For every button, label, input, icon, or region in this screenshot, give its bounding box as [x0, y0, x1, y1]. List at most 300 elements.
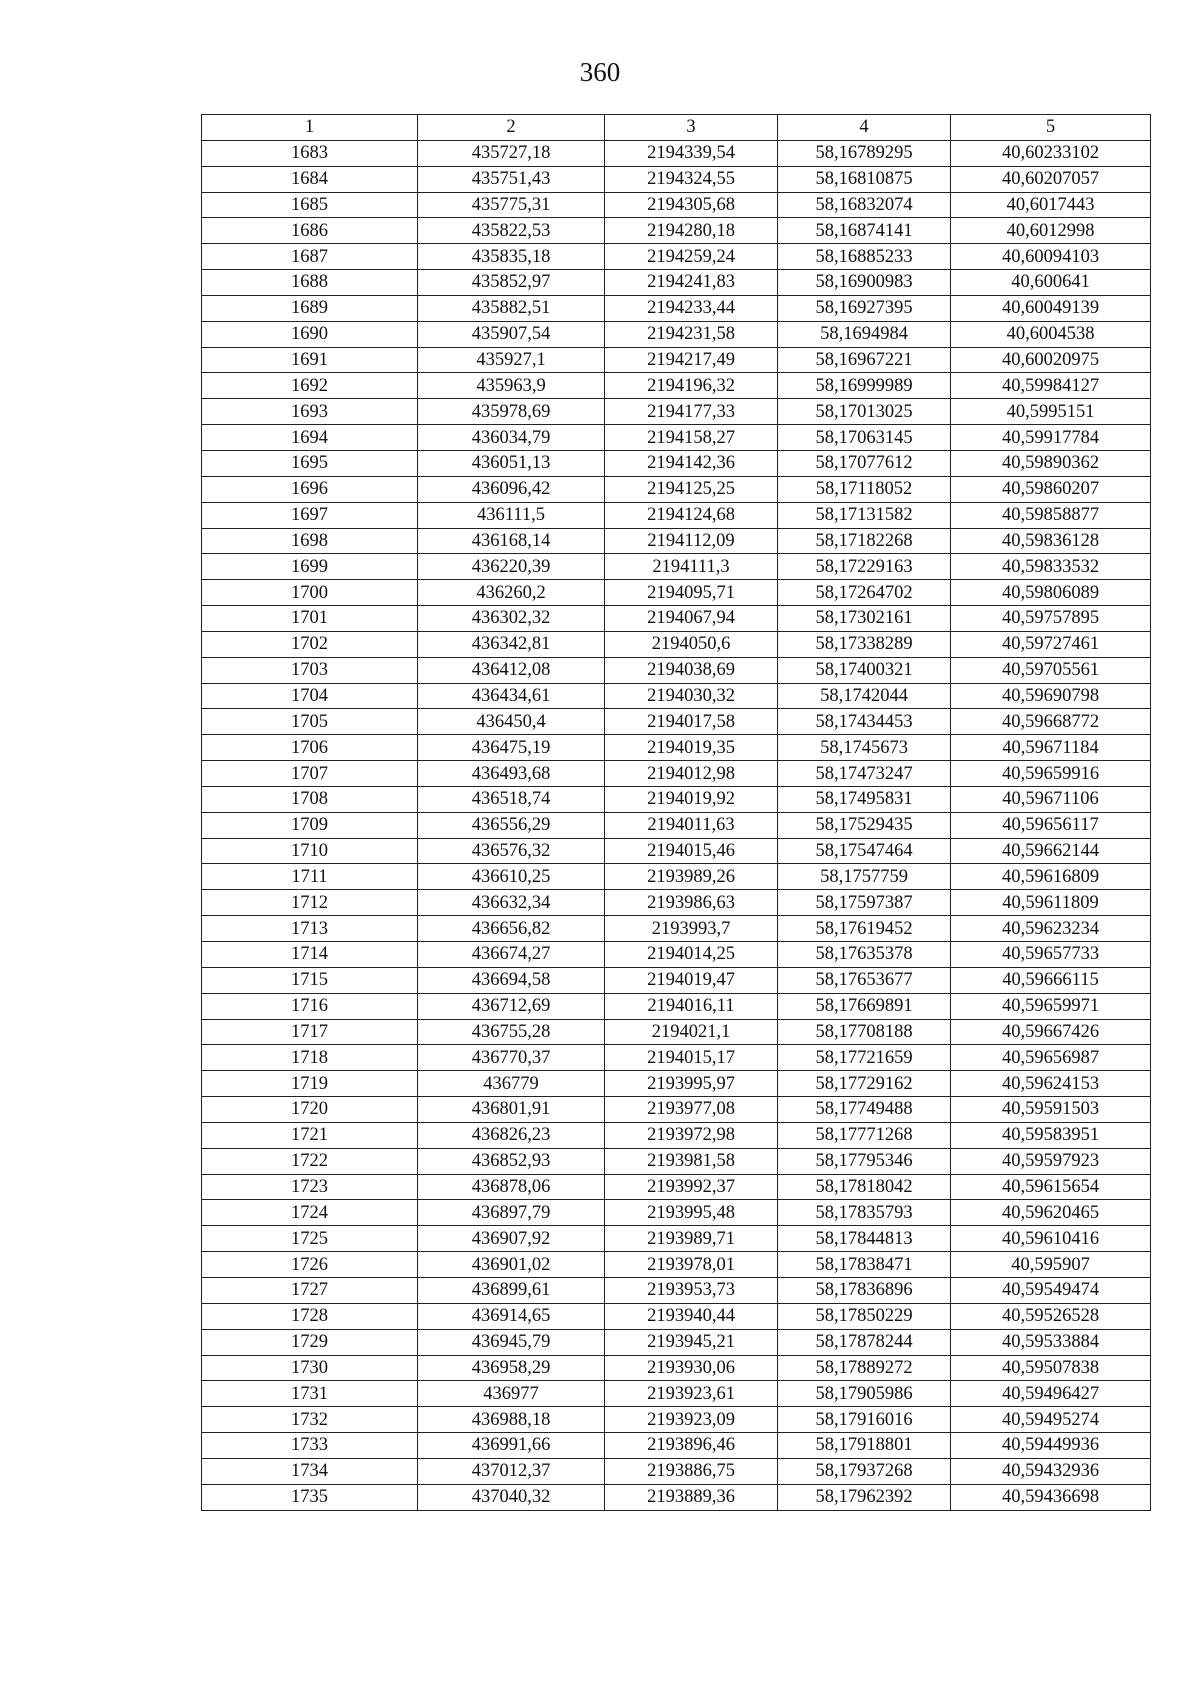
table-cell-col-5: 40,59671184 — [951, 735, 1151, 761]
table-cell-col-3: 2193977,08 — [605, 1097, 778, 1123]
table-cell-col-4: 58,17529435 — [778, 812, 951, 838]
table-cell-col-5: 40,6012998 — [951, 218, 1151, 244]
table-cell-col-3: 2194011,63 — [605, 812, 778, 838]
table-cell-col-2: 436897,79 — [418, 1200, 605, 1226]
table-cell-col-2: 436220,39 — [418, 554, 605, 580]
table-cell-col-4: 58,16967221 — [778, 347, 951, 373]
table-cell-col-1: 1728 — [202, 1303, 418, 1329]
table-cell-col-3: 2194015,17 — [605, 1045, 778, 1071]
table-cell-col-5: 40,59432936 — [951, 1458, 1151, 1484]
table-cell-col-1: 1711 — [202, 864, 418, 890]
table-cell-col-4: 58,17619452 — [778, 916, 951, 942]
table-cell-col-1: 1715 — [202, 967, 418, 993]
table-cell-col-5: 40,59917784 — [951, 425, 1151, 451]
table-cell-col-5: 40,59666115 — [951, 967, 1151, 993]
table-cell-col-1: 1690 — [202, 321, 418, 347]
table-cell-col-4: 58,17669891 — [778, 993, 951, 1019]
table-cell-col-3: 2193995,48 — [605, 1200, 778, 1226]
table-cell-col-4: 58,17836896 — [778, 1277, 951, 1303]
table-row — [202, 140, 1151, 166]
table-cell-col-4: 58,17229163 — [778, 554, 951, 580]
table-cell-col-2: 435907,54 — [418, 321, 605, 347]
table-cell-col-1: 1700 — [202, 580, 418, 606]
table-cell-col-4: 58,17063145 — [778, 425, 951, 451]
table-cell-col-4: 58,17850229 — [778, 1303, 951, 1329]
table-cell-col-3: 2194014,25 — [605, 942, 778, 968]
table-cell-col-5: 40,600641 — [951, 270, 1151, 296]
table-cell-col-1: 1695 — [202, 450, 418, 476]
table-cell-col-5: 40,59496427 — [951, 1381, 1151, 1407]
table-cell-col-4: 58,1694984 — [778, 321, 951, 347]
table-cell-col-1: 1694 — [202, 425, 418, 451]
table-cell-col-1: 1716 — [202, 993, 418, 1019]
table-cell-col-2: 436826,23 — [418, 1122, 605, 1148]
table-cell-col-4: 58,16927395 — [778, 295, 951, 321]
table-header — [202, 115, 1151, 141]
table-cell-col-4: 58,17749488 — [778, 1097, 951, 1123]
table-row — [202, 192, 1151, 218]
table-row — [202, 942, 1151, 968]
table-cell-col-2: 436977 — [418, 1381, 605, 1407]
table-row — [202, 425, 1151, 451]
table-cell-col-2: 435882,51 — [418, 295, 605, 321]
page-number: 360 — [579, 57, 621, 87]
table-cell-col-4: 58,17937268 — [778, 1458, 951, 1484]
table-cell-col-4: 58,17771268 — [778, 1122, 951, 1148]
table-cell-col-5: 40,6017443 — [951, 192, 1151, 218]
table-cell-col-4: 58,17818042 — [778, 1174, 951, 1200]
table-cell-col-5: 40,59727461 — [951, 631, 1151, 657]
table-cell-col-4: 58,17473247 — [778, 761, 951, 787]
table-cell-col-1: 1733 — [202, 1433, 418, 1459]
table-cell-col-1: 1684 — [202, 166, 418, 192]
table-cell-col-4: 58,16832074 — [778, 192, 951, 218]
table-row — [202, 683, 1151, 709]
column-header-3: 3 — [605, 115, 778, 141]
table-cell-col-5: 40,60020975 — [951, 347, 1151, 373]
table-cell-col-5: 40,59623234 — [951, 916, 1151, 942]
table-cell-col-2: 435978,69 — [418, 399, 605, 425]
table-cell-col-4: 58,17708188 — [778, 1019, 951, 1045]
table-cell-col-1: 1686 — [202, 218, 418, 244]
table-cell-col-5: 40,59611809 — [951, 890, 1151, 916]
table-row — [202, 1174, 1151, 1200]
table-row — [202, 761, 1151, 787]
table-cell-col-1: 1730 — [202, 1355, 418, 1381]
table-cell-col-1: 1718 — [202, 1045, 418, 1071]
table-row — [202, 812, 1151, 838]
table-cell-col-3: 2194124,68 — [605, 502, 778, 528]
table-cell-col-5: 40,59662144 — [951, 838, 1151, 864]
table-row — [202, 1407, 1151, 1433]
table-cell-col-5: 40,6004538 — [951, 321, 1151, 347]
table-cell-col-1: 1725 — [202, 1226, 418, 1252]
table-cell-col-2: 436302,32 — [418, 606, 605, 632]
table-row — [202, 373, 1151, 399]
table-cell-col-2: 436034,79 — [418, 425, 605, 451]
table-row — [202, 166, 1151, 192]
table-row — [202, 993, 1151, 1019]
column-header-5: 5 — [951, 115, 1151, 141]
table-cell-col-4: 58,17400321 — [778, 657, 951, 683]
table-row — [202, 450, 1151, 476]
table-cell-col-1: 1722 — [202, 1148, 418, 1174]
table-cell-col-1: 1693 — [202, 399, 418, 425]
table-cell-col-1: 1703 — [202, 657, 418, 683]
table-cell-col-3: 2194233,44 — [605, 295, 778, 321]
table-cell-col-2: 436878,06 — [418, 1174, 605, 1200]
table-cell-col-4: 58,17131582 — [778, 502, 951, 528]
table-cell-col-4: 58,17013025 — [778, 399, 951, 425]
table-cell-col-3: 2194280,18 — [605, 218, 778, 244]
table-cell-col-5: 40,59833532 — [951, 554, 1151, 580]
table-cell-col-3: 2194015,46 — [605, 838, 778, 864]
table-cell-col-4: 58,17597387 — [778, 890, 951, 916]
table-cell-col-1: 1704 — [202, 683, 418, 709]
table-cell-col-4: 58,16874141 — [778, 218, 951, 244]
table-cell-col-3: 2194017,58 — [605, 709, 778, 735]
table-cell-col-4: 58,17838471 — [778, 1252, 951, 1278]
table-cell-col-4: 58,17434453 — [778, 709, 951, 735]
table-cell-col-1: 1689 — [202, 295, 418, 321]
table-cell-col-1: 1683 — [202, 140, 418, 166]
table-cell-col-2: 436674,27 — [418, 942, 605, 968]
table-row — [202, 1252, 1151, 1278]
table-cell-col-4: 58,16789295 — [778, 140, 951, 166]
table-cell-col-3: 2194067,94 — [605, 606, 778, 632]
table-body — [202, 140, 1151, 1510]
table-cell-col-1: 1691 — [202, 347, 418, 373]
table-row — [202, 244, 1151, 270]
table-cell-col-1: 1717 — [202, 1019, 418, 1045]
table-row — [202, 1148, 1151, 1174]
table-cell-col-2: 436111,5 — [418, 502, 605, 528]
table-cell-col-3: 2194012,98 — [605, 761, 778, 787]
table-cell-col-4: 58,17844813 — [778, 1226, 951, 1252]
table-row — [202, 1277, 1151, 1303]
table-cell-col-4: 58,17547464 — [778, 838, 951, 864]
table-cell-col-3: 2193886,75 — [605, 1458, 778, 1484]
table-cell-col-2: 436988,18 — [418, 1407, 605, 1433]
table-cell-col-3: 2194038,69 — [605, 657, 778, 683]
table-cell-col-3: 2194231,58 — [605, 321, 778, 347]
table-cell-col-5: 40,59533884 — [951, 1329, 1151, 1355]
table-cell-col-2: 436945,79 — [418, 1329, 605, 1355]
table-cell-col-2: 436901,02 — [418, 1252, 605, 1278]
table-cell-col-1: 1701 — [202, 606, 418, 632]
table-cell-col-1: 1706 — [202, 735, 418, 761]
table-cell-col-5: 40,60049139 — [951, 295, 1151, 321]
table-cell-col-3: 2193923,09 — [605, 1407, 778, 1433]
table-cell-col-2: 436051,13 — [418, 450, 605, 476]
table-cell-col-1: 1724 — [202, 1200, 418, 1226]
table-row — [202, 295, 1151, 321]
table-cell-col-1: 1731 — [202, 1381, 418, 1407]
table-cell-col-5: 40,595907 — [951, 1252, 1151, 1278]
table-row — [202, 580, 1151, 606]
table-cell-col-2: 436712,69 — [418, 993, 605, 1019]
table-row — [202, 270, 1151, 296]
table-cell-col-4: 58,17916016 — [778, 1407, 951, 1433]
table-cell-col-2: 436914,65 — [418, 1303, 605, 1329]
table-cell-col-5: 40,59690798 — [951, 683, 1151, 709]
table-row — [202, 786, 1151, 812]
table-cell-col-2: 436168,14 — [418, 528, 605, 554]
table-cell-col-2: 436694,58 — [418, 967, 605, 993]
table-cell-col-2: 436991,66 — [418, 1433, 605, 1459]
table-cell-col-4: 58,17795346 — [778, 1148, 951, 1174]
table-cell-col-2: 436434,61 — [418, 683, 605, 709]
table-cell-col-3: 2194030,32 — [605, 683, 778, 709]
table-cell-col-3: 2193889,36 — [605, 1484, 778, 1510]
table-cell-col-5: 40,59705561 — [951, 657, 1151, 683]
table-cell-col-2: 436899,61 — [418, 1277, 605, 1303]
table-cell-col-5: 40,59549474 — [951, 1277, 1151, 1303]
table-cell-col-1: 1692 — [202, 373, 418, 399]
table-cell-col-2: 436852,93 — [418, 1148, 605, 1174]
column-header-4: 4 — [778, 115, 951, 141]
table-row — [202, 1226, 1151, 1252]
table-cell-col-3: 2194016,11 — [605, 993, 778, 1019]
table-cell-col-2: 436632,34 — [418, 890, 605, 916]
table-cell-col-5: 40,60233102 — [951, 140, 1151, 166]
table-row — [202, 1433, 1151, 1459]
table-cell-col-2: 436342,81 — [418, 631, 605, 657]
table-row — [202, 1071, 1151, 1097]
table-row — [202, 864, 1151, 890]
table-cell-col-2: 436801,91 — [418, 1097, 605, 1123]
table-cell-col-1: 1709 — [202, 812, 418, 838]
table-cell-col-2: 435822,53 — [418, 218, 605, 244]
table-cell-col-1: 1707 — [202, 761, 418, 787]
table-cell-col-4: 58,17302161 — [778, 606, 951, 632]
table-cell-col-1: 1708 — [202, 786, 418, 812]
table-cell-col-3: 2193981,58 — [605, 1148, 778, 1174]
table-cell-col-1: 1726 — [202, 1252, 418, 1278]
table-cell-col-5: 40,59615654 — [951, 1174, 1151, 1200]
table-row — [202, 1122, 1151, 1148]
table-row — [202, 476, 1151, 502]
table-cell-col-3: 2193953,73 — [605, 1277, 778, 1303]
table-cell-col-5: 40,59507838 — [951, 1355, 1151, 1381]
table-cell-col-2: 435727,18 — [418, 140, 605, 166]
table-cell-col-5: 40,59591503 — [951, 1097, 1151, 1123]
table-cell-col-3: 2194125,25 — [605, 476, 778, 502]
table-cell-col-3: 2194112,09 — [605, 528, 778, 554]
table-row — [202, 1019, 1151, 1045]
table-cell-col-5: 40,5995151 — [951, 399, 1151, 425]
table-cell-col-2: 435835,18 — [418, 244, 605, 270]
table-cell-col-2: 436610,25 — [418, 864, 605, 890]
table-row — [202, 967, 1151, 993]
table-cell-col-3: 2194095,71 — [605, 580, 778, 606]
table-cell-col-3: 2193978,01 — [605, 1252, 778, 1278]
table-cell-col-2: 436958,29 — [418, 1355, 605, 1381]
table-row — [202, 1484, 1151, 1510]
table-cell-col-3: 2193930,06 — [605, 1355, 778, 1381]
table-row — [202, 528, 1151, 554]
table-cell-col-2: 436096,42 — [418, 476, 605, 502]
table-cell-col-5: 40,59436698 — [951, 1484, 1151, 1510]
table-row — [202, 606, 1151, 632]
table-cell-col-1: 1734 — [202, 1458, 418, 1484]
table-cell-col-2: 436475,19 — [418, 735, 605, 761]
table-cell-col-4: 58,17635378 — [778, 942, 951, 968]
table-cell-col-5: 40,59984127 — [951, 373, 1151, 399]
table-cell-col-1: 1721 — [202, 1122, 418, 1148]
table-cell-col-1: 1710 — [202, 838, 418, 864]
table-cell-col-4: 58,17835793 — [778, 1200, 951, 1226]
table-cell-col-5: 40,59806089 — [951, 580, 1151, 606]
table-cell-col-5: 40,59671106 — [951, 786, 1151, 812]
table-cell-col-3: 2194196,32 — [605, 373, 778, 399]
table-cell-col-3: 2193896,46 — [605, 1433, 778, 1459]
table-cell-col-2: 435775,31 — [418, 192, 605, 218]
table-cell-col-1: 1702 — [202, 631, 418, 657]
table-cell-col-5: 40,59620465 — [951, 1200, 1151, 1226]
table-cell-col-5: 40,59890362 — [951, 450, 1151, 476]
table-cell-col-1: 1720 — [202, 1097, 418, 1123]
table-cell-col-4: 58,17118052 — [778, 476, 951, 502]
column-header-1: 1 — [202, 115, 418, 141]
table-row — [202, 1303, 1151, 1329]
table-cell-col-5: 40,59583951 — [951, 1122, 1151, 1148]
table-row — [202, 502, 1151, 528]
table-cell-col-2: 436779 — [418, 1071, 605, 1097]
table-cell-col-5: 40,60207057 — [951, 166, 1151, 192]
table-cell-col-5: 40,59757895 — [951, 606, 1151, 632]
table-cell-col-4: 58,17878244 — [778, 1329, 951, 1355]
table-cell-col-3: 2194217,49 — [605, 347, 778, 373]
table-cell-col-4: 58,16900983 — [778, 270, 951, 296]
table-cell-col-1: 1697 — [202, 502, 418, 528]
table-cell-col-2: 437012,37 — [418, 1458, 605, 1484]
table-cell-col-5: 40,59659916 — [951, 761, 1151, 787]
table-cell-col-1: 1699 — [202, 554, 418, 580]
table-cell-col-5: 40,59616809 — [951, 864, 1151, 890]
table-cell-col-5: 40,59860207 — [951, 476, 1151, 502]
table-cell-col-2: 436907,92 — [418, 1226, 605, 1252]
table-cell-col-5: 40,59624153 — [951, 1071, 1151, 1097]
table-cell-col-4: 58,17264702 — [778, 580, 951, 606]
table-cell-col-3: 2194019,35 — [605, 735, 778, 761]
table-cell-col-3: 2194021,1 — [605, 1019, 778, 1045]
table-cell-col-2: 437040,32 — [418, 1484, 605, 1510]
table-cell-col-4: 58,17729162 — [778, 1071, 951, 1097]
table-cell-col-2: 436412,08 — [418, 657, 605, 683]
table-row — [202, 1458, 1151, 1484]
table-cell-col-5: 40,59495274 — [951, 1407, 1151, 1433]
table-cell-col-1: 1696 — [202, 476, 418, 502]
table-cell-col-3: 2194050,6 — [605, 631, 778, 657]
table-cell-col-3: 2194324,55 — [605, 166, 778, 192]
table-cell-col-4: 58,17077612 — [778, 450, 951, 476]
table-cell-col-5: 40,59836128 — [951, 528, 1151, 554]
table-cell-col-3: 2194177,33 — [605, 399, 778, 425]
table-cell-col-4: 58,17721659 — [778, 1045, 951, 1071]
table-row — [202, 838, 1151, 864]
table-cell-col-4: 58,17889272 — [778, 1355, 951, 1381]
table-cell-col-3: 2193993,7 — [605, 916, 778, 942]
table-cell-col-4: 58,17962392 — [778, 1484, 951, 1510]
table-cell-col-1: 1719 — [202, 1071, 418, 1097]
table-cell-col-2: 436770,37 — [418, 1045, 605, 1071]
table-cell-col-3: 2194305,68 — [605, 192, 778, 218]
table-cell-col-3: 2193986,63 — [605, 890, 778, 916]
table-cell-col-1: 1685 — [202, 192, 418, 218]
table-cell-col-3: 2194259,24 — [605, 244, 778, 270]
table-cell-col-4: 58,17182268 — [778, 528, 951, 554]
table-cell-col-3: 2193972,98 — [605, 1122, 778, 1148]
table-row — [202, 631, 1151, 657]
table-cell-col-1: 1712 — [202, 890, 418, 916]
table-cell-col-2: 436556,29 — [418, 812, 605, 838]
table-cell-col-5: 40,59610416 — [951, 1226, 1151, 1252]
table-row — [202, 218, 1151, 244]
table-cell-col-1: 1727 — [202, 1277, 418, 1303]
table-cell-col-3: 2194111,3 — [605, 554, 778, 580]
table-cell-col-4: 58,16885233 — [778, 244, 951, 270]
table-cell-col-4: 58,17918801 — [778, 1433, 951, 1459]
table-cell-col-5: 40,59526528 — [951, 1303, 1151, 1329]
table-row — [202, 1045, 1151, 1071]
table-cell-col-5: 40,59657733 — [951, 942, 1151, 968]
table-row — [202, 1097, 1151, 1123]
coordinates-table — [201, 114, 1151, 1511]
table-cell-col-3: 2194339,54 — [605, 140, 778, 166]
table-cell-col-4: 58,1745673 — [778, 735, 951, 761]
table-cell-col-4: 58,16999989 — [778, 373, 951, 399]
table-cell-col-2: 435852,97 — [418, 270, 605, 296]
table-cell-col-5: 40,59667426 — [951, 1019, 1151, 1045]
table-cell-col-1: 1688 — [202, 270, 418, 296]
table-row — [202, 709, 1151, 735]
table-cell-col-5: 40,59656117 — [951, 812, 1151, 838]
table-row — [202, 916, 1151, 942]
table-row — [202, 1329, 1151, 1355]
table-row — [202, 735, 1151, 761]
table-cell-col-4: 58,1742044 — [778, 683, 951, 709]
table-cell-col-4: 58,17495831 — [778, 786, 951, 812]
table-cell-col-3: 2194241,83 — [605, 270, 778, 296]
table-cell-col-3: 2193945,21 — [605, 1329, 778, 1355]
table-cell-col-1: 1732 — [202, 1407, 418, 1433]
table-cell-col-3: 2194142,36 — [605, 450, 778, 476]
table-row — [202, 657, 1151, 683]
table-cell-col-4: 58,1757759 — [778, 864, 951, 890]
table-cell-col-2: 435751,43 — [418, 166, 605, 192]
table-cell-col-4: 58,16810875 — [778, 166, 951, 192]
table-cell-col-2: 436656,82 — [418, 916, 605, 942]
table-cell-col-3: 2193940,44 — [605, 1303, 778, 1329]
table-cell-col-2: 436493,68 — [418, 761, 605, 787]
table-cell-col-1: 1705 — [202, 709, 418, 735]
table-row — [202, 1355, 1151, 1381]
table-cell-col-4: 58,17338289 — [778, 631, 951, 657]
table-row — [202, 347, 1151, 373]
table-cell-col-3: 2193923,61 — [605, 1381, 778, 1407]
table-cell-col-5: 40,60094103 — [951, 244, 1151, 270]
table-cell-col-2: 436260,2 — [418, 580, 605, 606]
table-cell-col-3: 2193992,37 — [605, 1174, 778, 1200]
table-row — [202, 399, 1151, 425]
table-cell-col-2: 436450,4 — [418, 709, 605, 735]
table-cell-col-2: 436576,32 — [418, 838, 605, 864]
table-row — [202, 1200, 1151, 1226]
table-row — [202, 554, 1151, 580]
table-cell-col-5: 40,59659971 — [951, 993, 1151, 1019]
table-cell-col-2: 435963,9 — [418, 373, 605, 399]
